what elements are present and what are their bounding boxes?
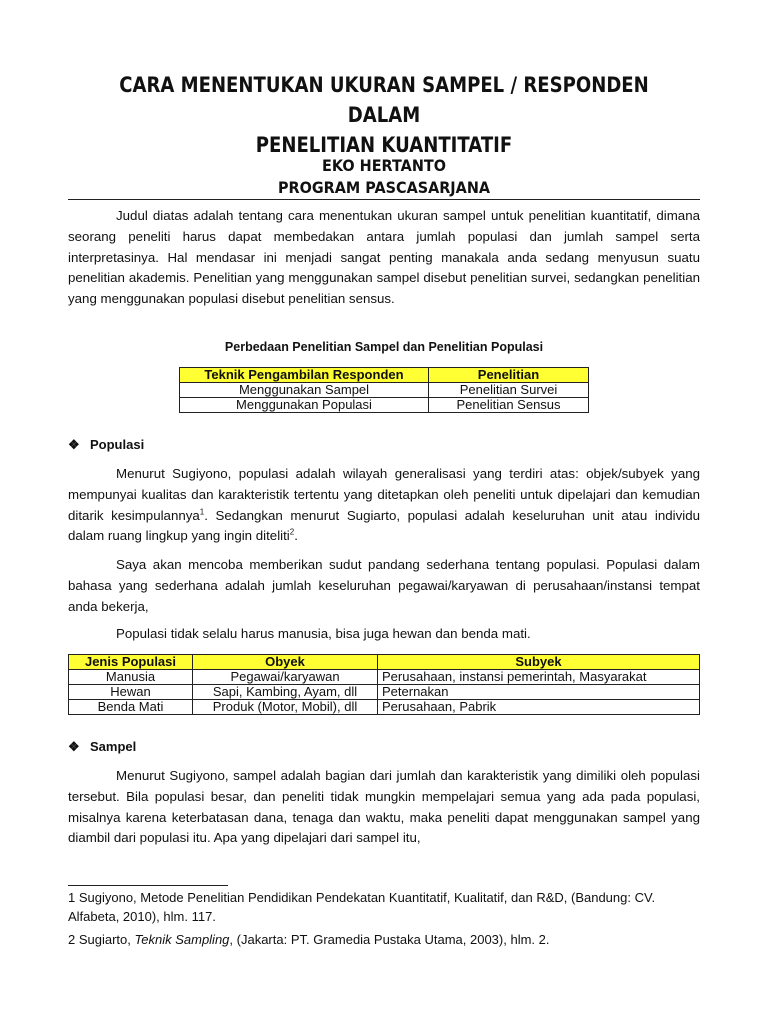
- table-header-cell: Jenis Populasi: [69, 655, 193, 670]
- populasi-paragraph-1: [68, 464, 700, 547]
- intro-text: Judul diatas adalah tentang cara menentukan ukuran sampel untuk penelitian kuantitatif, dimana seorang peneliti harus dapat membedakan antara jumlah populasi dan jumlah sampel serta interpretasinya. Hal mendasar ini menjadi sangat penting manakala anda sedang menyusun suatu penelitian akademis. Penelitian yang menggunakan sampel disebut penelitian survei, sedangkan penelitian yang menggunakan populasi disebut penelitian sensus.: [68, 208, 700, 307]
- intro-paragraph: [68, 206, 700, 310]
- author-block: [74, 155, 693, 199]
- heading-text: Populasi: [90, 437, 145, 452]
- section-heading-populasi: [68, 436, 144, 454]
- table-row: [180, 383, 589, 398]
- paragraph-text: Populasi tidak selalu harus manusia, bisa juga hewan dan benda mati.: [116, 626, 531, 641]
- table-row: [69, 670, 700, 685]
- comparison-table: [179, 367, 589, 413]
- footnote-ref-2: 2: [289, 527, 295, 537]
- table-cell: Hewan: [69, 685, 193, 700]
- table-header-cell: Subyek: [378, 655, 700, 670]
- table-cell: Produk (Motor, Mobil), dll: [193, 700, 378, 715]
- paragraph-text: . Sedangkan menurut Sugiarto, populasi adalah keseluruhan unit atau individu dalam ruang lingkup yang ingin diteliti: [68, 507, 701, 544]
- footnote-2: [68, 930, 708, 949]
- table-row: [180, 398, 589, 413]
- footnote-title-italic: Teknik Sampling: [134, 932, 230, 947]
- title-line-1: CARA MENENTUKAN UKURAN SAMPEL / RESPONDEN DALAM: [119, 73, 649, 127]
- table-header-cell: Penelitian: [429, 368, 589, 383]
- table-cell: Perusahaan, instansi pemerintah, Masyarakat: [378, 670, 700, 685]
- table-cell: Perusahaan, Pabrik: [378, 700, 700, 715]
- table-cell: Penelitian Survei: [429, 383, 589, 398]
- footnote-divider: [68, 885, 228, 886]
- diamond-bullet-icon: ❖: [68, 437, 80, 452]
- table-header-row: [69, 655, 700, 670]
- paragraph-text: Menurut Sugiyono, sampel adalah bagian dari jumlah dan karakteristik yang dimiliki oleh populasi tersebut. Bila populasi besar, dan peneliti tidak mungkin mempelajari semua yang ada pada populasi, misalnya karena keterbatasan dana, tenaga dan waktu, maka peneliti dapat menggunakan sampel yang diambil dari populasi itu. Apa yang dipelajari dari sampel itu,: [68, 768, 700, 846]
- table-cell: Menggunakan Populasi: [180, 398, 429, 413]
- table-cell: Sapi, Kambing, Ayam, dll: [193, 685, 378, 700]
- table-cell: Pegawai/karyawan: [193, 670, 378, 685]
- footnote-text: 2 Sugiarto,: [68, 932, 135, 947]
- author-name: EKO HERTANTO: [322, 156, 446, 175]
- table-cell: Menggunakan Sampel: [180, 383, 429, 398]
- paragraph-text: .: [294, 528, 298, 544]
- footnote-text: , (Jakarta: PT. Gramedia Pustaka Utama, 2003), hlm. 2.: [229, 932, 550, 947]
- diamond-bullet-icon: ❖: [68, 739, 80, 754]
- populasi-paragraph-3: [68, 624, 700, 645]
- table-cell: Penelitian Sensus: [429, 398, 589, 413]
- title-line-2: PENELITIAN KUANTITATIF: [255, 133, 513, 157]
- table-cell: Manusia: [69, 670, 193, 685]
- population-table: [68, 654, 700, 715]
- table-row: [69, 685, 700, 700]
- document-title: [88, 70, 680, 160]
- header-divider: [68, 199, 700, 200]
- paragraph-text: Saya akan mencoba memberikan sudut pandang sederhana tentang populasi. Populasi dalam bahasa yang sederhana adalah jumlah keseluruhan pegawai/karyawan di perusahaan/instansi tempat anda bekerja,: [68, 557, 700, 614]
- section-heading-sampel: [68, 738, 136, 756]
- populasi-paragraph-2: [68, 555, 700, 617]
- footnote-ref-1: 1: [199, 507, 205, 517]
- author-program: PROGRAM PASCASARJANA: [277, 178, 491, 197]
- table-cell: Peternakan: [378, 685, 700, 700]
- table-header-cell: Obyek: [193, 655, 378, 670]
- table-header-cell: Teknik Pengambilan Responden: [180, 368, 429, 383]
- sampel-paragraph-1: [68, 766, 700, 849]
- table1-caption: Perbedaan Penelitian Sampel dan Penelitian Populasi: [224, 340, 544, 354]
- heading-text: Sampel: [90, 739, 137, 754]
- paragraph-text: Menurut Sugiyono, populasi adalah wilayah generalisasi yang terdiri atas: objek/subyek yang mempunyai kualitas dan karakteristik tertentu yang ditetapkan oleh peneliti untuk dipelajari dan kemudian ditarik kesimpulannya: [68, 466, 700, 523]
- footnote-1: 1 Sugiyono, Metode Penelitian Pendidikan Pendekatan Kuantitatif, Kualitatif, dan R&D, (Bandung: CV. Alfabeta, 2010), hlm. 117.: [68, 890, 656, 924]
- table-header-row: [180, 368, 589, 383]
- table-cell: Benda Mati: [69, 700, 193, 715]
- table-row: [69, 700, 700, 715]
